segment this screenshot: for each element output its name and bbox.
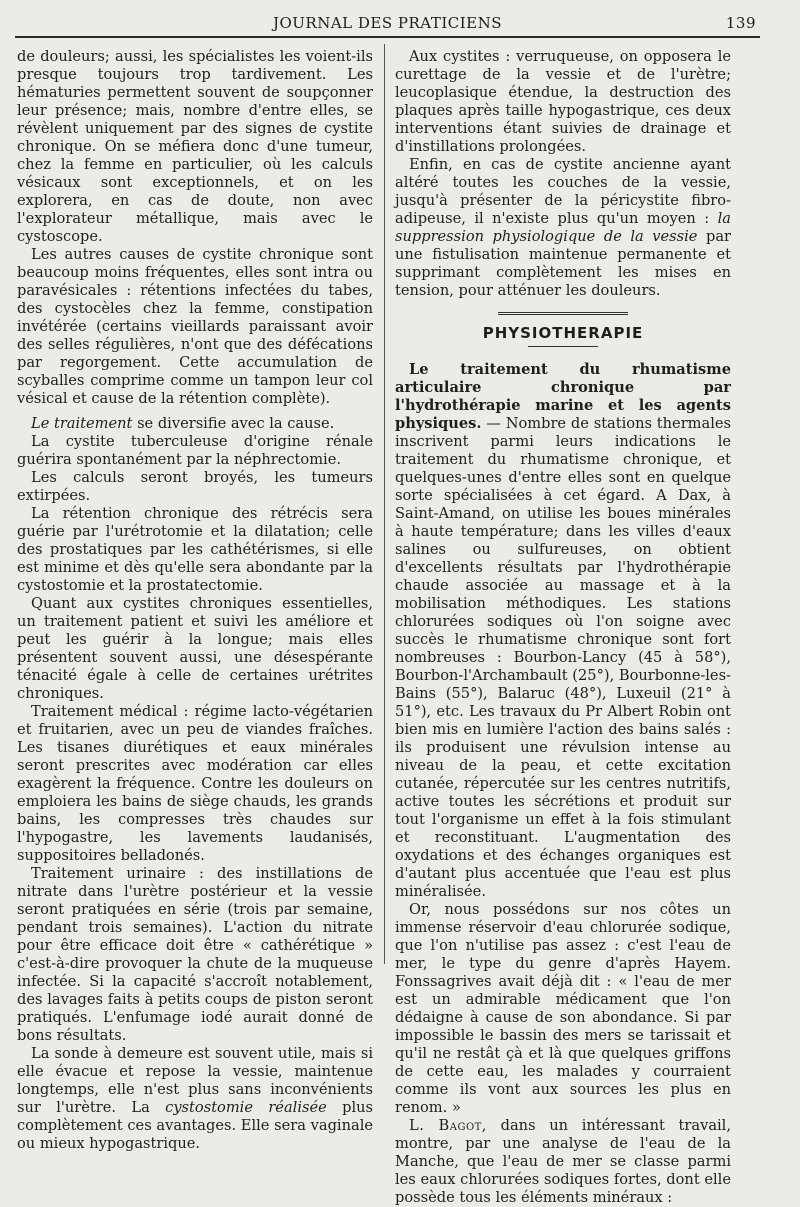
column-divider <box>384 44 385 964</box>
paragraph: La cystite tuberculeuse d'origine rénale guérira spontanément par la néphrectomie. <box>17 433 373 468</box>
paragraph-text: Enfin, en cas de cystite ancienne ayant altéré toutes les couches de la vessie, jusqu'à présenter de la péricystite fibro-adipeuse, il n'existe plus qu'un moyen : <box>395 156 731 227</box>
author-name: L. Bagot, <box>409 1117 487 1134</box>
left-column <box>17 48 373 1153</box>
paragraph: Traitement médical : régime lacto-végétarien et fruitarien, avec un peu de viandes fraîches. Les tisanes diurétiques et eaux minérales seront prescrites avec modération car elles exagèrent la fréquence. Contre les douleurs on emploiera les bains de siège chauds, les grands bains, les compresses très chaudes sur l'hypogastre, les lavements laudanisés, suppositoires belladonés. <box>17 703 373 864</box>
paragraph: Les autres causes de cystite chronique sont beaucoup moins fréquentes, elles sont intra ou paravésicales : rétentions infectées du tabes, des cystocèles chez la femme, constipation invétérée (certains vieillards paraissant avoir des selles régulières, n'ont que des défécations par regorgement. Cette accumulation de scyballes comprime comme un tampon leur col vésical et cause de la rétention complète). <box>17 246 373 407</box>
paragraph: La rétention chronique des rétrécis sera guérie par l'urétrotomie et la dilatation; celle des prostatiques par les cathétérismes, si elle est minime et dès qu'elle sera abondante par la cystostomie et la prostatectomie. <box>17 505 373 594</box>
paragraph <box>17 415 373 433</box>
paragraph-text: se diversifie avec la cause. <box>137 415 335 432</box>
section-title: PHYSIOTHERAPIE <box>482 324 644 342</box>
paragraph: Or, nous possédons sur nos côtes un immense réservoir d'eau chlorurée sodique, que l'on n'utilise pas assez : c'est l'eau de mer, le type du genre d'après Hayem. Fonssagrives avait déjà dit : « l'eau de mer est un admirable médicament que l'on dédaigne à cause de son abondance. Si par impossible le bassin des mers se tarissait et qu'il ne restât çà et là que quelques griffons de cette eau, les malades y courraient comme ils vont aux sources les plus en renom. » <box>395 901 731 1116</box>
italic-phrase: la suppression physiologique de la vessie <box>395 210 731 245</box>
page-number: 139 <box>725 14 756 32</box>
paragraph <box>395 361 731 901</box>
paragraph-text: La sonde à demeure est souvent utile, mais si elle évacue et repose la vessie, maintenue longtemps, elle n'est plus sans inconvénients sur l'urètre. La <box>17 1045 373 1116</box>
page-header <box>15 10 760 38</box>
paragraph-text: — Nombre de stations thermales inscrivent parmi leurs indications le traitement du rhumatisme chronique, et quelques-unes d'entre elles sont en quelque sorte spécialisées à cet égard. A Dax, à Saint-Amand, on utilise les boues minérales à haute température; dans les villes d'eaux salines ou sulfureuses, on obtient d'excellents résultats par l'hydrothérapie chaude associée au massage et à la mobilisation méthodiques. Les stations chlorurées sodiques où l'on soigne avec succès le rhumatisme chronique sont fort nombreuses : Bourbon-Lancy (45 à 58°), Bourbon-l'Archambault (25°), Bourbonne-les-Bains (55°), Balaruc (48°), Luxeuil (21° à 51°), etc. Les travaux du Pr Albert Robin ont bien mis en lumière l'action des bains salés : ils produisent une révulsion intense au niveau de la peau, et cette excitation cutanée, répercutée sur les centres nutritifs, active toutes les sécrétions et produit sur tout l'organisme un effet à la fois stimulant et reconstituant. L'augmentation des oxydations et des échanges organiques est d'autant plus accentuée que l'eau est plus minéralisée. <box>395 415 732 900</box>
section-rule <box>528 346 598 347</box>
italic-phrase: Le traitement <box>31 415 133 432</box>
section-rule <box>498 312 628 318</box>
paragraph <box>17 1045 373 1153</box>
italic-phrase: cystostomie réalisée <box>165 1099 327 1116</box>
paragraph: de douleurs; aussi, les spécialistes les voient-ils presque toujours trop tardivement. Les hématuries permettent souvent de soupçonner leur présence; mais, nombre d'entre elles, se révèlent uniquement par des signes de cystite chronique. On se méfiera donc d'une tumeur, chez la femme en particulier, où les calculs vésicaux sont exceptionnels, et on les explorera, en cas de doute, non avec l'explorateur métallique, mais avec le cystoscope. <box>17 48 373 245</box>
paragraph: Aux cystites : verruqueuse, on opposera le curettage de la vessie et de l'urètre; leucoplasique étendue, la destruction des plaques après taille hypogastrique, ces deux interventions étant suivies de drainage et d'instillations prolongées. <box>395 48 731 155</box>
paragraph <box>395 1117 731 1207</box>
paragraph <box>395 156 731 300</box>
paragraph-text: plus complètement ces avantages. Elle sera vaginale ou mieux hypogastrique. <box>17 1099 374 1152</box>
paragraph: Les calculs seront broyés, les tumeurs extirpées. <box>17 469 373 504</box>
right-column <box>395 48 731 1207</box>
paragraph: Quant aux cystites chroniques essentielles, un traitement patient et suivi les améliore et peut les guérir à la longue; mais elles présentent souvent aussi, une désespérante ténacité égale à celle de certaines urétrites chroniques. <box>17 595 373 702</box>
paragraph-text: par une fistulisation maintenue permanente et supprimant complètement les mises en tension, pour atténuer les douleurs. <box>395 228 732 299</box>
paragraph: Traitement urinaire : des instillations de nitrate dans l'urètre postérieur et la vessie seront pratiquées en série (trois par semaine, pendant trois semaines). L'action du nitrate pour être efficace doit être « cathérétique » c'est-à-dire provoquer la chute de la muqueuse infectée. Si la capacité s'accroît notablement, des lavages faits à petits coups de piston seront pratiqués. L'enfumage iodé aurait donné de bons résultats. <box>17 865 373 1044</box>
paragraph-text: dans un intéressant travail, montre, par une analyse de l'eau de la Manche, que l'eau de mer se classe parmi les eaux chlorurées sodiques fortes, dont elle possède tous les éléments minéraux : <box>395 1117 731 1206</box>
journal-title: JOURNAL DES PRATICIENS <box>272 14 503 32</box>
article-lead: Le traitement du rhumatisme articulaire chronique par l'hydrothérapie marine et les agents physiques. <box>395 361 731 432</box>
